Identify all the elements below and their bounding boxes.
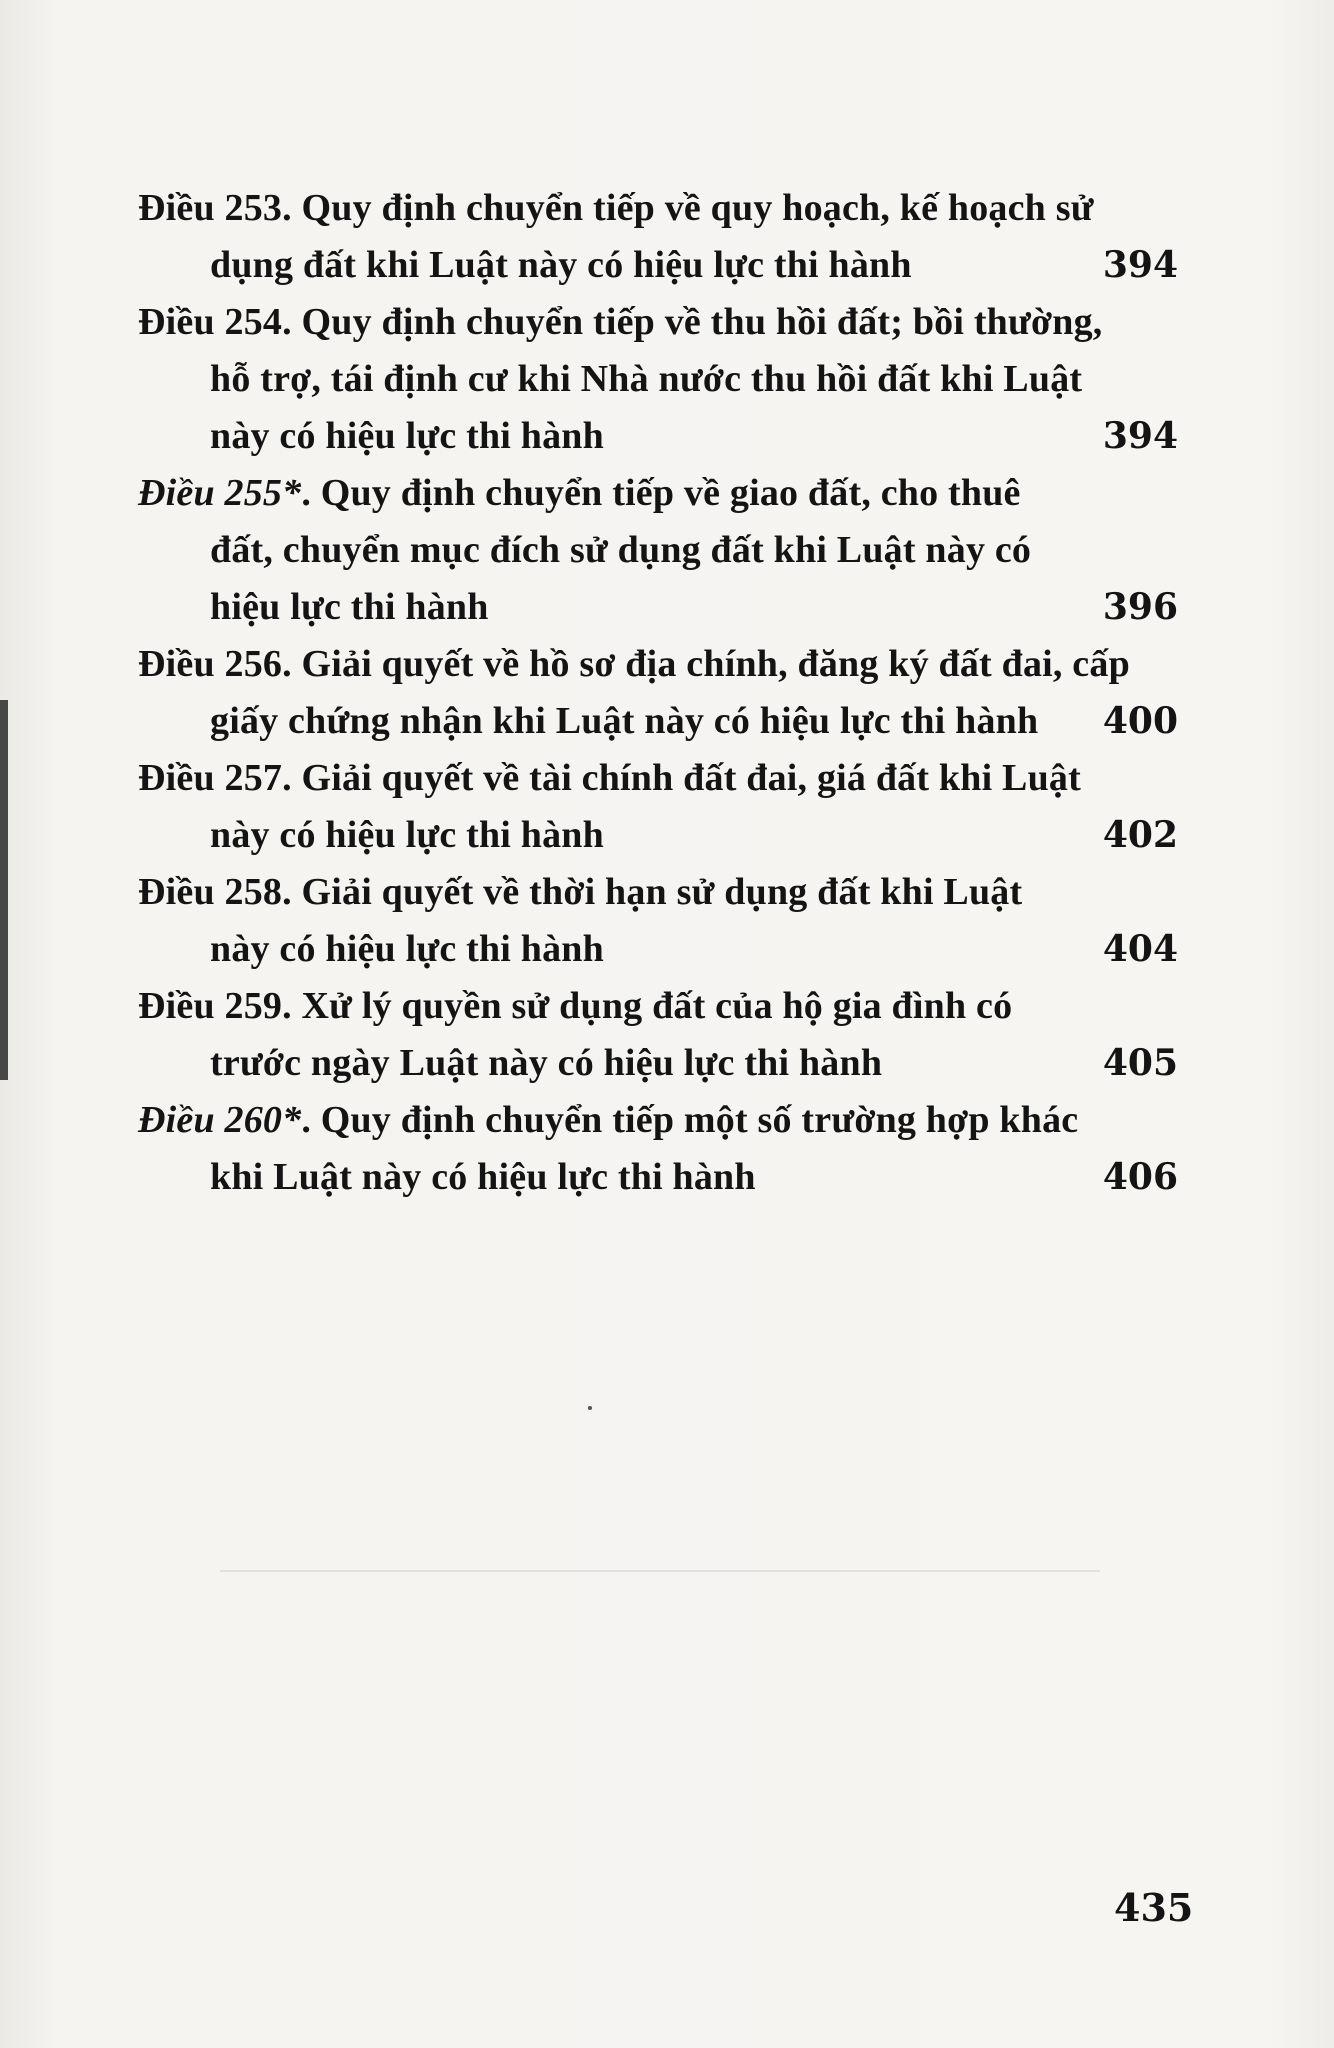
toc-entry-continuation-line — [138, 921, 1178, 978]
toc-entry — [138, 750, 1178, 864]
entry-title-text: dụng đất khi Luật này có hiệu lực thi hành — [210, 244, 912, 286]
page-number: 394 — [1102, 244, 1178, 286]
toc-entry — [138, 864, 1178, 978]
article-label: Điều 253. — [138, 187, 292, 229]
entry-title-text: hiệu lực thi hành — [210, 586, 489, 628]
toc-entry-continuation-line — [138, 807, 1178, 864]
toc-entry-first-line — [138, 978, 1178, 1035]
entry-title-text: Xử lý quyền sử dụng đất của hộ gia đình có — [291, 985, 1013, 1027]
page-folio-number: 435 — [1114, 1885, 1194, 1930]
show-through-from-reverse-page — [220, 1570, 1120, 1590]
entry-title-text: Giải quyết về hồ sơ địa chính, đăng ký đất đai, cấp — [291, 643, 1130, 685]
toc-entry-first-line — [138, 864, 1178, 921]
table-of-contents — [138, 180, 1178, 1206]
page-edge-shadow — [0, 700, 8, 1080]
article-label: Điều 260* — [138, 1099, 302, 1141]
entry-title-text: trước ngày Luật này có hiệu lực thi hành — [210, 1042, 883, 1084]
toc-entry-continuation-line — [138, 522, 1178, 579]
article-label: Điều 255* — [138, 472, 302, 514]
toc-entry — [138, 180, 1178, 294]
toc-entry-continuation-line — [138, 579, 1178, 636]
page-number: 396 — [1102, 586, 1178, 628]
article-label: Điều 256. — [138, 643, 292, 685]
article-label: Điều 258. — [138, 871, 292, 913]
entry-title-text: . Quy định chuyển tiếp một số trường hợp khác — [301, 1099, 1079, 1141]
toc-entry — [138, 465, 1178, 636]
entry-title-text: Giải quyết về tài chính đất đai, giá đất khi Luật — [291, 757, 1081, 799]
ink-speck — [588, 1406, 592, 1410]
toc-entry-continuation-line — [138, 1035, 1178, 1092]
entry-title-text: giấy chứng nhận khi Luật này có hiệu lực thi hành — [210, 700, 1039, 742]
toc-entry-continuation-line — [138, 693, 1178, 750]
page-number: 405 — [1102, 1042, 1178, 1084]
toc-entry — [138, 1092, 1178, 1206]
page-number: 400 — [1102, 700, 1178, 742]
article-label: Điều 257. — [138, 757, 292, 799]
page-number: 404 — [1102, 928, 1178, 970]
entry-title-text: đất, chuyển mục đích sử dụng đất khi Luật này có — [210, 529, 1032, 571]
entry-title-text: này có hiệu lực thi hành — [210, 928, 604, 970]
toc-entry-continuation-line — [138, 237, 1178, 294]
entry-title-text: này có hiệu lực thi hành — [210, 814, 604, 856]
toc-entry-first-line — [138, 294, 1178, 351]
article-label: Điều 254. — [138, 301, 292, 343]
toc-entry — [138, 294, 1178, 465]
toc-entry-continuation-line — [138, 1149, 1178, 1206]
article-label: Điều 259. — [138, 985, 292, 1027]
entry-title-text: Quy định chuyển tiếp về thu hồi đất; bồi thường, — [291, 301, 1103, 343]
entry-title-text: này có hiệu lực thi hành — [210, 415, 604, 457]
toc-entry-first-line — [138, 1092, 1178, 1149]
entry-title-text: . Quy định chuyển tiếp về giao đất, cho thuê — [301, 472, 1021, 514]
toc-entry-first-line — [138, 465, 1178, 522]
entry-title-text: Giải quyết về thời hạn sử dụng đất khi Luật — [291, 871, 1023, 913]
toc-entry — [138, 978, 1178, 1092]
entry-title-text: khi Luật này có hiệu lực thi hành — [210, 1156, 756, 1198]
toc-entry — [138, 636, 1178, 750]
entry-title-text: Quy định chuyển tiếp về quy hoạch, kế hoạch sử — [291, 187, 1094, 229]
page-number: 402 — [1102, 814, 1178, 856]
toc-entry-first-line — [138, 180, 1178, 237]
show-through-rule — [220, 1570, 1100, 1572]
page-number: 406 — [1102, 1156, 1178, 1198]
page-number: 394 — [1102, 415, 1178, 457]
toc-entry-continuation-line — [138, 408, 1178, 465]
entry-title-text: hỗ trợ, tái định cư khi Nhà nước thu hồi đất khi Luật — [210, 358, 1083, 400]
toc-entry-first-line — [138, 636, 1178, 693]
toc-entry-first-line — [138, 750, 1178, 807]
toc-entry-continuation-line — [138, 351, 1178, 408]
